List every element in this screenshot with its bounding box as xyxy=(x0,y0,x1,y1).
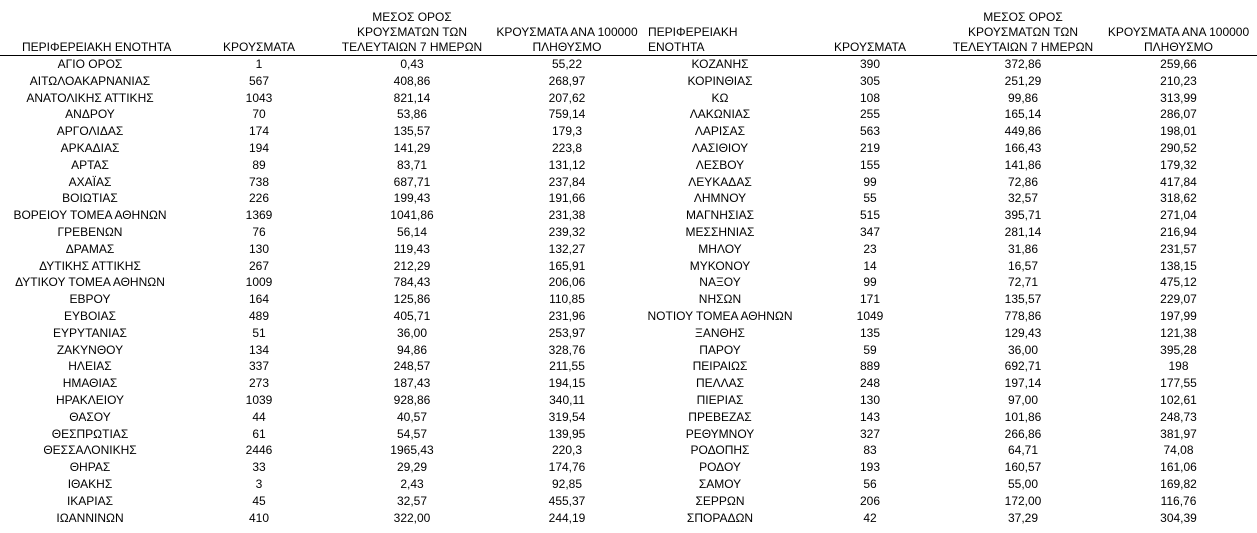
avg7-cell: 778,86 xyxy=(1004,308,1042,323)
cases-cell: 1369 xyxy=(245,208,273,223)
per100k-cell: 131,12 xyxy=(548,157,586,172)
cases-cell: 267 xyxy=(248,258,270,273)
avg7-cell: 135,57 xyxy=(393,124,431,139)
table-row xyxy=(646,258,1257,275)
per100k-cell: 138,15 xyxy=(1160,258,1197,273)
left-table-body xyxy=(0,56,648,527)
cases-cell: 164 xyxy=(248,292,270,307)
cases-cell: 61 xyxy=(252,426,266,441)
table-row xyxy=(646,106,1257,123)
table-row xyxy=(646,392,1257,409)
region-cell: ΗΡΑΚΛΕΙΟΥ xyxy=(55,392,125,407)
cases-cell: 99 xyxy=(863,275,877,290)
header-region: ΠΕΡΙΦΕΡΕΙΑΚΗ ΕΝΟΤΗΤΑ xyxy=(648,25,738,54)
table-row xyxy=(0,358,648,375)
avg7-cell: 281,14 xyxy=(1004,224,1042,239)
region-cell: ΘΕΣΠΡΩΤΙΑΣ xyxy=(51,426,129,441)
per100k-cell: 259,66 xyxy=(1160,57,1197,71)
cases-cell: 42 xyxy=(863,510,877,525)
region-cell: ΑΝΑΤΟΛΙΚΗΣ ΑΤΤΙΚΗΣ xyxy=(26,90,154,105)
region-cell: ΑΡΚΑΔΙΑΣ xyxy=(60,140,120,155)
cases-cell: 33 xyxy=(252,460,266,475)
region-cell: ΑΧΑΪΑΣ xyxy=(68,174,112,189)
cases-cell: 347 xyxy=(859,224,881,239)
table-row xyxy=(0,409,648,426)
avg7-cell: 141,86 xyxy=(1004,157,1042,172)
per100k-cell: 318,62 xyxy=(1160,191,1197,206)
region-cell: ΠΙΕΡΙΑΣ xyxy=(696,392,744,407)
table-row xyxy=(646,426,1257,443)
per100k-cell: 229,07 xyxy=(1160,292,1197,307)
region-cell: ΒΟΡΕΙΟΥ ΤΟΜΕΑ ΑΘΗΝΩΝ xyxy=(13,208,167,223)
cases-cell: 59 xyxy=(863,342,877,357)
region-cell: ΛΕΣΒΟΥ xyxy=(695,157,745,172)
region-cell: ΚΟΖΑΝΗΣ xyxy=(691,57,749,71)
per100k-cell: 290,52 xyxy=(1160,140,1197,155)
table-row xyxy=(646,207,1257,224)
cases-cell: 567 xyxy=(248,73,270,88)
table-row xyxy=(0,258,648,275)
table-row xyxy=(646,459,1257,476)
avg7-cell: 1041,86 xyxy=(390,208,434,223)
avg7-cell: 160,57 xyxy=(1004,460,1042,475)
right-stats-table xyxy=(646,10,1257,526)
region-cell: ΖΑΚΥΝΘΟΥ xyxy=(56,342,124,357)
cases-cell: 1049 xyxy=(856,308,884,323)
avg7-cell: 36,00 xyxy=(1007,342,1039,357)
avg7-cell: 94,86 xyxy=(396,342,428,357)
per100k-cell: 328,76 xyxy=(548,342,586,357)
region-cell: ΗΜΑΘΙΑΣ xyxy=(62,376,118,391)
per100k-cell: 759,14 xyxy=(548,107,586,122)
per100k-cell: 271,04 xyxy=(1160,208,1197,223)
table-row xyxy=(0,325,648,342)
cases-cell: 55 xyxy=(863,191,877,206)
per100k-cell: 313,99 xyxy=(1160,90,1197,105)
cases-cell: 273 xyxy=(248,376,270,391)
cases-cell: 248 xyxy=(859,376,881,391)
per100k-cell: 198 xyxy=(1168,359,1189,374)
avg7-cell: 251,29 xyxy=(1004,73,1042,88)
avg7-cell: 784,43 xyxy=(393,275,431,290)
cases-cell: 14 xyxy=(863,258,877,273)
cases-cell: 155 xyxy=(859,157,881,172)
avg7-cell: 16,57 xyxy=(1007,258,1039,273)
table-row xyxy=(0,73,648,90)
cases-cell: 83 xyxy=(863,443,877,458)
cases-cell: 327 xyxy=(859,426,881,441)
table-row xyxy=(646,493,1257,510)
avg7-cell: 72,71 xyxy=(1007,275,1039,290)
per100k-cell: 116,76 xyxy=(1160,493,1197,508)
avg7-cell: 395,71 xyxy=(1004,208,1042,223)
region-cell: ΒΟΙΩΤΙΑΣ xyxy=(62,191,118,206)
table-row xyxy=(0,224,648,241)
avg7-cell: 141,29 xyxy=(393,140,431,155)
avg7-cell: 129,43 xyxy=(1004,325,1042,340)
avg7-cell: 821,14 xyxy=(393,90,431,105)
cases-cell: 2446 xyxy=(245,443,273,458)
per100k-cell: 253,97 xyxy=(548,325,586,340)
per100k-cell: 102,61 xyxy=(1160,392,1197,407)
region-cell: ΝΑΞΟΥ xyxy=(699,275,741,290)
cases-cell: 1 xyxy=(255,57,263,71)
region-cell: ΣΑΜΟΥ xyxy=(698,476,742,491)
table-row xyxy=(646,224,1257,241)
region-cell: ΝΟΤΙΟΥ ΤΟΜΕΑ ΑΘΗΝΩΝ xyxy=(647,308,793,323)
region-cell: ΘΗΡΑΣ xyxy=(69,460,111,475)
per100k-cell: 304,39 xyxy=(1160,510,1197,525)
header-cases: ΚΡΟΥΣΜΑΤΑ xyxy=(223,40,295,54)
per100k-cell: 92,85 xyxy=(551,476,583,491)
table-row xyxy=(0,174,648,191)
avg7-cell: 0,43 xyxy=(400,57,424,71)
table-row xyxy=(646,190,1257,207)
avg7-cell: 266,86 xyxy=(1004,426,1042,441)
region-cell: ΠΕΛΛΑΣ xyxy=(695,376,745,391)
table-row xyxy=(0,442,648,459)
table-row xyxy=(646,442,1257,459)
per100k-cell: 231,96 xyxy=(548,308,586,323)
per100k-cell: 475,12 xyxy=(1160,275,1197,290)
cases-cell: 108 xyxy=(859,90,881,105)
table-row xyxy=(0,140,648,157)
cases-cell: 99 xyxy=(863,174,877,189)
region-cell: ΘΑΣΟΥ xyxy=(69,409,111,424)
cases-cell: 143 xyxy=(859,409,881,424)
per100k-cell: 455,37 xyxy=(548,493,586,508)
avg7-cell: 29,29 xyxy=(396,460,428,475)
table-row xyxy=(646,157,1257,174)
avg7-cell: 36,00 xyxy=(396,325,428,340)
avg7-cell: 125,86 xyxy=(393,292,431,307)
table-row xyxy=(646,325,1257,342)
cases-cell: 51 xyxy=(252,325,266,340)
cases-cell: 130 xyxy=(859,392,881,407)
table-row xyxy=(646,308,1257,325)
per100k-cell: 55,22 xyxy=(551,57,583,71)
table-row xyxy=(646,56,1257,73)
avg7-cell: 56,14 xyxy=(396,224,428,239)
table-row xyxy=(646,409,1257,426)
avg7-cell: 248,57 xyxy=(393,359,431,374)
avg7-cell: 1965,43 xyxy=(390,443,434,458)
header-per100k: ΚΡΟΥΣΜΑΤΑ ΑΝΑ 100000 ΠΛΗΘΥΣΜΟ xyxy=(1107,25,1250,54)
table-row xyxy=(646,274,1257,291)
cases-cell: 56 xyxy=(863,476,877,491)
table-row xyxy=(646,241,1257,258)
region-cell: ΛΑΚΩΝΙΑΣ xyxy=(689,107,751,122)
avg7-cell: 199,43 xyxy=(393,191,431,206)
table-row xyxy=(646,73,1257,90)
table-row xyxy=(0,190,648,207)
avg7-cell: 32,57 xyxy=(1007,191,1039,206)
table-row xyxy=(0,56,648,73)
per100k-cell: 132,27 xyxy=(548,241,586,256)
per100k-cell: 139,95 xyxy=(548,426,586,441)
avg7-cell: 99,86 xyxy=(1007,90,1039,105)
cases-cell: 76 xyxy=(252,224,266,239)
table-row xyxy=(0,106,648,123)
table-row xyxy=(646,291,1257,308)
avg7-cell: 197,14 xyxy=(1004,376,1042,391)
avg7-cell: 40,57 xyxy=(396,409,428,424)
right-table-body xyxy=(646,56,1257,527)
table-row xyxy=(646,510,1257,527)
region-cell: ΣΠΟΡΑΔΩΝ xyxy=(686,510,754,525)
header-per100k: ΚΡΟΥΣΜΑΤΑ ΑΝΑ 100000 ΠΛΗΘΥΣΜΟ xyxy=(496,25,638,54)
region-cell: ΜΕΣΣΗΝΙΑΣ xyxy=(685,224,755,239)
per100k-cell: 74,08 xyxy=(1163,443,1194,458)
avg7-cell: 212,29 xyxy=(393,258,431,273)
per100k-cell: 121,38 xyxy=(1160,325,1197,340)
avg7-cell: 72,86 xyxy=(1007,174,1039,189)
per100k-cell: 216,94 xyxy=(1160,224,1197,239)
avg7-cell: 64,71 xyxy=(1007,443,1039,458)
table-row xyxy=(646,342,1257,359)
region-cell: ΠΕΙΡΑΙΩΣ xyxy=(692,359,748,374)
cases-cell: 1009 xyxy=(245,275,273,290)
cases-cell: 44 xyxy=(252,409,266,424)
region-cell: ΡΟΔΟΥ xyxy=(699,460,741,475)
avg7-cell: 37,29 xyxy=(1007,510,1039,525)
region-cell: ΘΕΣΣΑΛΟΝΙΚΗΣ xyxy=(43,443,137,458)
region-cell: ΔΥΤΙΚΟΥ ΤΟΜΕΑ ΑΘΗΝΩΝ xyxy=(15,275,165,290)
cases-cell: 305 xyxy=(859,73,881,88)
cases-cell: 390 xyxy=(859,57,881,71)
region-cell: ΙΘΑΚΗΣ xyxy=(67,476,113,491)
per100k-cell: 179,3 xyxy=(551,124,583,139)
header-avg7: ΜΕΣΟΣ ΟΡΟΣ ΚΡΟΥΣΜΑΤΩΝ ΤΩΝ ΤΕΛΕΥΤΑΙΩΝ 7 ΗΜΕΡΩΝ xyxy=(341,10,483,54)
region-cell: ΡΟΔΟΠΗΣ xyxy=(690,443,750,458)
per100k-cell: 395,28 xyxy=(1160,342,1197,357)
avg7-cell: 187,43 xyxy=(393,376,431,391)
per100k-cell: 319,54 xyxy=(548,409,586,424)
avg7-cell: 119,43 xyxy=(394,241,430,256)
table-row xyxy=(0,510,648,527)
table-row xyxy=(0,476,648,493)
table-row xyxy=(0,123,648,140)
per100k-cell: 237,84 xyxy=(548,174,586,189)
per100k-cell: 198,01 xyxy=(1160,124,1197,139)
per100k-cell: 207,62 xyxy=(548,90,586,105)
per100k-cell: 174,76 xyxy=(548,460,586,475)
avg7-cell: 165,14 xyxy=(1004,107,1042,122)
cases-cell: 226 xyxy=(248,191,270,206)
table-row xyxy=(0,241,648,258)
per100k-cell: 231,38 xyxy=(548,208,586,223)
region-cell: ΕΥΡΥΤΑΝΙΑΣ xyxy=(53,325,127,340)
per100k-cell: 239,32 xyxy=(548,224,586,239)
cases-cell: 174 xyxy=(248,124,270,139)
table-row xyxy=(0,493,648,510)
avg7-cell: 135,57 xyxy=(1004,292,1042,307)
avg7-cell: 172,00 xyxy=(1004,493,1042,508)
avg7-cell: 32,57 xyxy=(396,493,428,508)
left-header-row xyxy=(0,10,648,56)
table-row xyxy=(0,291,648,308)
per100k-cell: 244,19 xyxy=(548,510,586,525)
per100k-cell: 206,06 xyxy=(548,275,586,290)
region-cell: ΛΗΜΝΟΥ xyxy=(693,191,747,206)
avg7-cell: 55,00 xyxy=(1007,476,1039,491)
per100k-cell: 110,85 xyxy=(549,292,585,307)
table-row xyxy=(646,358,1257,375)
cases-cell: 193 xyxy=(859,460,881,475)
cases-cell: 89 xyxy=(252,157,266,172)
cases-cell: 70 xyxy=(252,107,266,122)
region-cell: ΚΩ xyxy=(711,90,729,105)
per100k-cell: 210,23 xyxy=(1160,73,1197,88)
cases-cell: 135 xyxy=(859,325,881,340)
table-row xyxy=(0,207,648,224)
table-row xyxy=(0,459,648,476)
table-row xyxy=(646,476,1257,493)
region-cell: ΙΚΑΡΙΑΣ xyxy=(66,493,114,508)
region-cell: ΓΡΕΒΕΝΩΝ xyxy=(57,224,123,239)
per100k-cell: 177,55 xyxy=(1160,376,1197,391)
table-row xyxy=(0,274,648,291)
table-row xyxy=(0,426,648,443)
per100k-cell: 194,15 xyxy=(548,376,586,391)
cases-cell: 45 xyxy=(252,493,266,508)
table-row xyxy=(0,308,648,325)
per100k-cell: 211,55 xyxy=(549,359,585,374)
cases-cell: 489 xyxy=(248,308,270,323)
per100k-cell: 340,11 xyxy=(549,392,585,407)
avg7-cell: 928,86 xyxy=(393,392,431,407)
region-cell: ΠΡΕΒΕΖΑΣ xyxy=(688,409,752,424)
cases-cell: 1039 xyxy=(245,392,273,407)
table-row xyxy=(0,375,648,392)
per100k-cell: 268,97 xyxy=(548,73,586,88)
cases-cell: 130 xyxy=(248,241,270,256)
per100k-cell: 231,57 xyxy=(1160,241,1197,256)
region-cell: ΑΡΤΑΣ xyxy=(71,157,109,172)
per100k-cell: 381,97 xyxy=(1160,426,1197,441)
region-cell: ΔΡΑΜΑΣ xyxy=(65,241,115,256)
region-cell: ΣΕΡΡΩΝ xyxy=(695,493,745,508)
region-cell: ΛΑΡΙΣΑΣ xyxy=(694,124,746,139)
avg7-cell: 83,71 xyxy=(396,157,428,172)
per100k-cell: 179,32 xyxy=(1160,157,1197,172)
table-row xyxy=(646,123,1257,140)
region-cell: ΑΝΔΡΟΥ xyxy=(65,107,115,122)
per100k-cell: 165,91 xyxy=(548,258,586,273)
region-cell: ΜΗΛΟΥ xyxy=(698,241,742,256)
cases-cell: 337 xyxy=(248,359,270,374)
table-row xyxy=(0,90,648,107)
region-cell: ΜΑΓΝΗΣΙΑΣ xyxy=(685,208,755,223)
region-cell: ΛΑΣΙΘΙΟΥ xyxy=(691,140,749,155)
table-row xyxy=(646,140,1257,157)
avg7-cell: 322,00 xyxy=(393,510,431,525)
header-region: ΠΕΡΙΦΕΡΕΙΑΚΗ ΕΝΟΤΗΤΑ xyxy=(22,40,172,54)
region-cell: ΚΟΡΙΝΘΙΑΣ xyxy=(687,73,753,88)
avg7-cell: 405,71 xyxy=(393,308,431,323)
cases-cell: 206 xyxy=(859,493,881,508)
per100k-cell: 223,8 xyxy=(551,140,583,155)
table-row xyxy=(646,174,1257,191)
per100k-cell: 220,3 xyxy=(551,443,583,458)
per100k-cell: 417,84 xyxy=(1160,174,1197,189)
region-cell: ΝΗΣΩΝ xyxy=(698,292,742,307)
avg7-cell: 408,86 xyxy=(393,73,431,88)
avg7-cell: 54,57 xyxy=(396,426,428,441)
region-cell: ΑΓΙΟ ΟΡΟΣ xyxy=(57,57,123,71)
region-cell: ΛΕΥΚΑΔΑΣ xyxy=(688,174,752,189)
per100k-cell: 248,73 xyxy=(1160,409,1197,424)
avg7-cell: 31,86 xyxy=(1007,241,1039,256)
region-cell: ΑΙΤΩΛΟΑΚΑΡΝΑΝΙΑΣ xyxy=(29,73,151,88)
region-cell: ΜΥΚΟΝΟΥ xyxy=(689,258,751,273)
cases-cell: 738 xyxy=(248,174,270,189)
cases-cell: 410 xyxy=(248,510,270,525)
cases-cell: 515 xyxy=(859,208,881,223)
cases-cell: 255 xyxy=(859,107,881,122)
table-row xyxy=(0,342,648,359)
avg7-cell: 2,43 xyxy=(400,476,424,491)
cases-cell: 563 xyxy=(859,124,881,139)
cases-cell: 194 xyxy=(248,140,270,155)
region-cell: ΠΑΡΟΥ xyxy=(699,342,741,357)
table-row xyxy=(0,392,648,409)
region-cell: ΗΛΕΙΑΣ xyxy=(68,359,112,374)
region-cell: ΡΕΘΥΜΝΟΥ xyxy=(685,426,755,441)
region-cell: ΕΥΒΟΙΑΣ xyxy=(63,308,117,323)
region-cell: ΑΡΓΟΛΙΔΑΣ xyxy=(56,124,124,139)
region-cell: ΔΥΤΙΚΗΣ ΑΤΤΙΚΗΣ xyxy=(39,258,141,273)
per100k-cell: 169,82 xyxy=(1160,476,1197,491)
per100k-cell: 161,06 xyxy=(1160,460,1197,475)
avg7-cell: 372,86 xyxy=(1004,57,1042,71)
per100k-cell: 191,66 xyxy=(548,191,586,206)
cases-cell: 3 xyxy=(255,476,263,491)
per100k-cell: 197,99 xyxy=(1160,308,1197,323)
right-header-row xyxy=(646,10,1257,56)
region-cell: ΞΑΝΘΗΣ xyxy=(695,325,745,340)
avg7-cell: 449,86 xyxy=(1004,124,1042,139)
cases-cell: 23 xyxy=(863,241,877,256)
header-cases: ΚΡΟΥΣΜΑΤΑ xyxy=(834,40,906,54)
avg7-cell: 692,71 xyxy=(1004,359,1042,374)
cases-cell: 889 xyxy=(859,359,881,374)
table-row xyxy=(646,90,1257,107)
cases-cell: 171 xyxy=(859,292,881,307)
region-cell: ΕΒΡΟΥ xyxy=(69,292,111,307)
avg7-cell: 97,00 xyxy=(1007,392,1039,407)
cases-cell: 219 xyxy=(859,140,881,155)
avg7-cell: 101,86 xyxy=(1004,409,1042,424)
cases-cell: 1043 xyxy=(245,90,273,105)
region-cell: ΙΩΑΝΝΙΝΩΝ xyxy=(56,510,124,525)
table-row xyxy=(0,157,648,174)
table-row xyxy=(646,375,1257,392)
cases-cell: 134 xyxy=(248,342,270,357)
header-avg7: ΜΕΣΟΣ ΟΡΟΣ ΚΡΟΥΣΜΑΤΩΝ ΤΩΝ ΤΕΛΕΥΤΑΙΩΝ 7 ΗΜΕΡΩΝ xyxy=(952,10,1094,54)
avg7-cell: 53,86 xyxy=(396,107,428,122)
per100k-cell: 286,07 xyxy=(1160,107,1197,122)
left-stats-table xyxy=(0,10,648,526)
avg7-cell: 166,43 xyxy=(1004,140,1042,155)
avg7-cell: 687,71 xyxy=(393,174,431,189)
